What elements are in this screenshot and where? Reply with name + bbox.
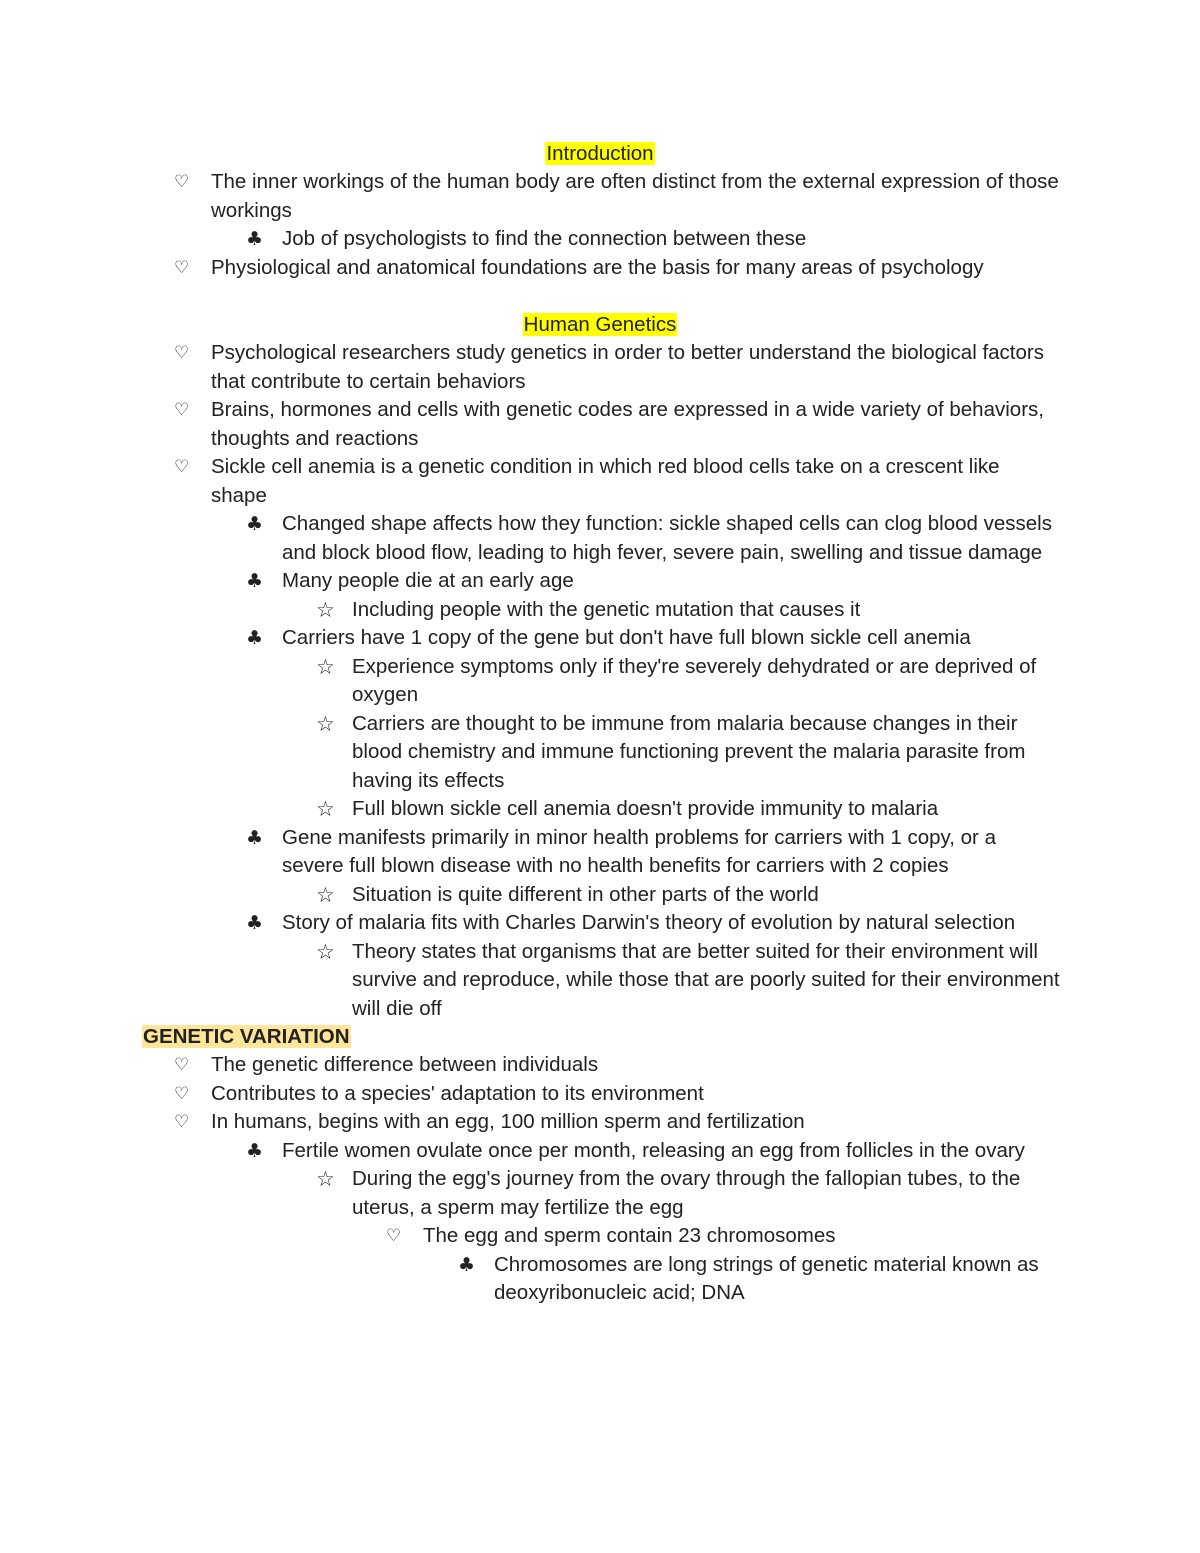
introduction-heading: Introduction — [546, 142, 654, 165]
list-item: ♡ Sickle cell anemia is a genetic condition in which red blood cells take on a crescent like shape — [174, 455, 1000, 507]
list-item: ♣ Gene manifests primarily in minor health problems for carriers with 1 copy, or a severe full blown disease with no health benefits for carriers with 2 copies — [246, 825, 996, 877]
list-item: ☆ Including people with the genetic mutation that causes it — [352, 596, 1062, 625]
club-bullet-icon: ♣ — [246, 826, 264, 849]
heart-bullet-icon: ♡ — [174, 1055, 190, 1075]
list-item: ☆ Experience symptoms only if they're severely dehydrated or are deprived of oxygen — [316, 654, 1037, 706]
document-page — [0, 140, 1200, 1308]
list-item: ☆ Theory states that organisms that are better suited for their environment will survive and reproduce, while those that are poorly suited for their environment will die off — [316, 939, 1060, 1020]
list-item: ☆ Full blown sickle cell anemia doesn't provide immunity to malaria — [352, 795, 1062, 824]
heart-bullet-icon: ♡ — [174, 257, 190, 278]
human-genetics-heading: Human Genetics — [523, 313, 677, 336]
heart-bullet-icon: ♡ — [174, 1083, 190, 1104]
heart-bullet-icon: ♡ — [386, 1226, 402, 1246]
list-item: ♣ Changed shape affects how they function: sickle shaped cells can clog blood vessels and block blood flow, leading to high fever, severe pain, swelling and tissue damage — [246, 512, 1052, 564]
star-bullet-icon: ☆ — [316, 939, 335, 964]
club-bullet-icon: ♣ — [246, 228, 264, 250]
heart-bullet-icon: ♡ — [174, 343, 190, 363]
list-item: ♡ Contributes to a species' adaptation to its environment — [211, 1080, 1061, 1109]
club-bullet-icon: ♣ — [246, 627, 264, 649]
star-bullet-icon: ☆ — [316, 882, 335, 907]
club-bullet-icon: ♣ — [246, 1139, 264, 1162]
list-item: ♡ Brains, hormones and cells with genetic codes are expressed in a wide variety of behaviors, thoughts and reactions — [174, 398, 1044, 450]
list-item: ☆ During the egg's journey from the ovary through the fallopian tubes, to the uterus, a sperm may fertilize the egg — [316, 1167, 1021, 1219]
star-bullet-icon: ☆ — [316, 711, 335, 736]
list-item: ♡ In humans, begins with an egg, 100 million sperm and fertilization — [211, 1108, 1061, 1137]
heart-bullet-icon: ♡ — [174, 400, 190, 420]
club-bullet-icon: ♣ — [458, 1253, 476, 1276]
heart-bullet-icon: ♡ — [174, 1112, 190, 1132]
heart-bullet-icon: ♡ — [174, 457, 190, 477]
club-bullet-icon: ♣ — [246, 513, 264, 535]
list-item: ♣ Chromosomes are long strings of genetic material known as deoxyribonucleic acid; DNA — [458, 1252, 1039, 1304]
club-bullet-icon: ♣ — [246, 570, 264, 592]
list-item: ♡ The genetic difference between individuals — [211, 1051, 1061, 1080]
genetic-variation-heading: GENETIC VARIATION — [143, 1025, 350, 1048]
list-item: ♣ Many people die at an early age — [282, 567, 1062, 596]
star-bullet-icon: ☆ — [316, 654, 335, 679]
list-item: ♣ Job of psychologists to find the connection between these — [282, 225, 1062, 254]
list-item: ♣ Fertile women ovulate once per month, releasing an egg from follicles in the ovary — [282, 1137, 1062, 1166]
list-item: ♡ Physiological and anatomical foundations are the basis for many areas of psychology — [211, 254, 1061, 283]
list-item: ☆ Carriers are thought to be immune from malaria because changes in their blood chemistry and immune functioning prevent the malaria parasite from having its effects — [316, 711, 1026, 792]
star-bullet-icon: ☆ — [316, 1167, 335, 1191]
list-item: ☆ Situation is quite different in other parts of the world — [352, 881, 1062, 910]
list-item: ♡ Psychological researchers study genetics in order to better understand the biological factors that contribute to certain behaviors — [174, 341, 1044, 393]
star-bullet-icon: ☆ — [316, 597, 335, 622]
list-item: ♣ Carriers have 1 copy of the gene but don't have full blown sickle cell anemia — [282, 624, 1062, 653]
star-bullet-icon: ☆ — [316, 797, 335, 821]
club-bullet-icon: ♣ — [246, 912, 264, 934]
list-item: ♡ The inner workings of the human body are often distinct from the external expression of those workings — [174, 170, 1059, 222]
heart-bullet-icon: ♡ — [174, 172, 190, 192]
list-item: ♡ The egg and sperm contain 23 chromosomes — [423, 1222, 1063, 1251]
list-item: ♣ Story of malaria fits with Charles Darwin's theory of evolution by natural selection — [282, 909, 1062, 938]
